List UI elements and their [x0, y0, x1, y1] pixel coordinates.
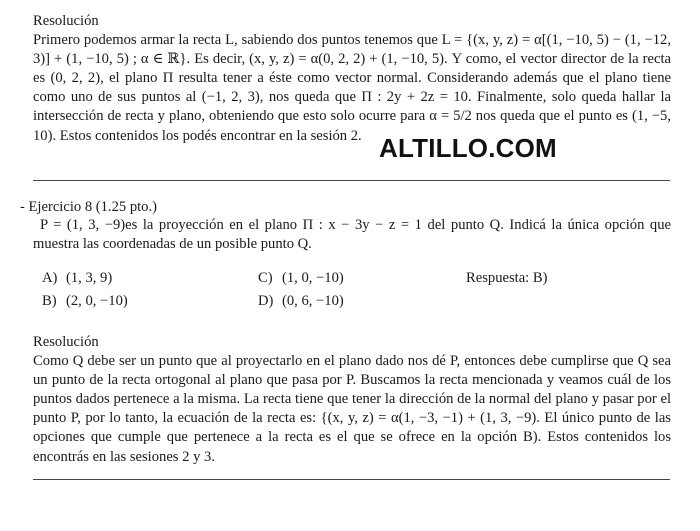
resolution-1: [33, 12, 671, 146]
exercise-statement: P = (1, 3, −9)es la proyección en el plano Π : x − 3y − z = 1 del punto Q. Indicá la única opción que muestra las coordenadas de un posible punto Q.: [33, 217, 671, 253]
resolution-2-body: Como Q debe ser un punto que al proyectarlo en el plano dado nos dé P, entonces debe cumplirse que Q sea un punto de la recta ortogonal al plano que pasa por P. Buscamos la recta mencionada y veamos cuál de los puntos dados pertenece a la misma. La recta tiene que tener la dirección de la normal del plano y pasar por el punto P, por lo tanto, la ecuación de la recta es: {(x, y, z) = α(1, −3, −1) + (1, 3, −9). El único punto de las opciones que cumple que pertenece a la recta es el que se ofrece en la opción B). Estos contenidos los encontrás en las sesiones 2 y 3.: [33, 353, 671, 465]
option-b: [42, 292, 128, 311]
resolution-1-heading: Resolución: [33, 13, 99, 29]
option-c-label: C): [258, 270, 273, 286]
option-d-label: D): [258, 293, 274, 309]
option-a-label: A): [42, 270, 58, 286]
resolution-1-body: Primero podemos armar la recta L, sabiendo dos puntos tenemos que L = {(x, y, z) = α[(1, −10, 5) − (1, −12, 3)] + (1, −10, 5) ; α ∈ ℝ}. Es decir, (x, y, z) = α(0, 2, 2) + (1, −10, 5). Y como, el vector director de la recta es (0, 2, 2), el plano Π resulta tener a éste como vector normal. Considerando además que el plano tiene como uno de sus puntos al (−1, 2, 3), nos queda que Π : 2y + 2z = 10. Finalmente, solo queda hallar la intersección de recta y plano, obteniendo que esto solo ocurre para α = 5/2 nos queda que el punto es (1, −5, 10). Estos contenidos los podés encontrar en la sesión 2.: [33, 32, 671, 144]
option-d: [258, 292, 344, 311]
option-c: [258, 269, 344, 288]
resolution-2: [33, 333, 671, 467]
watermark: ALTILLO.COM: [379, 133, 557, 163]
option-d-value: (0, 6, −10): [282, 293, 344, 309]
exercise-header: - Ejercicio 8 (1.25 pto.): [20, 199, 157, 215]
option-b-value: (2, 0, −10): [66, 293, 128, 309]
resolution-2-heading: Resolución: [33, 334, 99, 350]
answer-label: Respuesta: B): [466, 270, 548, 286]
option-c-value: (1, 0, −10): [282, 270, 344, 286]
divider-top: [33, 180, 670, 181]
option-b-label: B): [42, 293, 57, 309]
option-a-value: (1, 3, 9): [66, 270, 113, 286]
option-a: [42, 269, 112, 288]
divider-bottom: [33, 479, 670, 480]
